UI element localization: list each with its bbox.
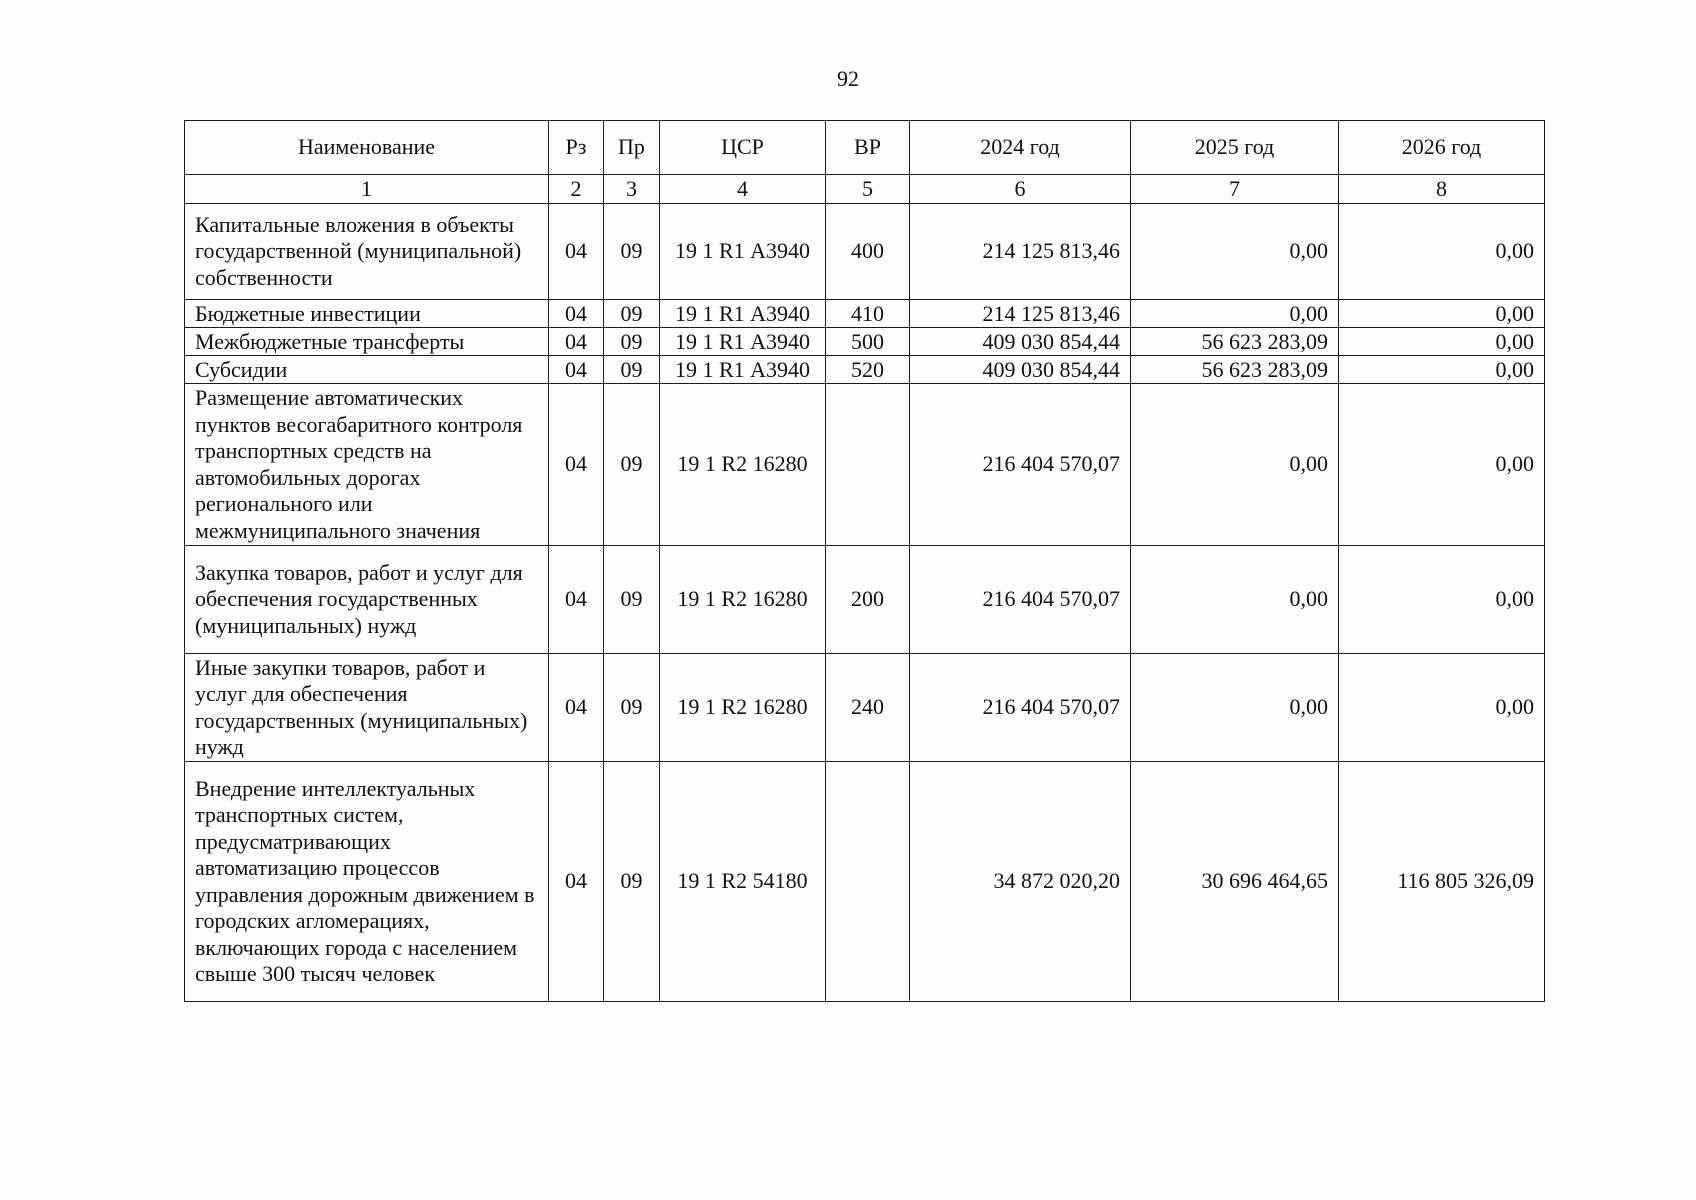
row-name: Иные закупки товаров, работ и услуг для обеспечения государственных (муниципальных) нужд xyxy=(185,654,549,762)
row-2025: 56 623 283,09 xyxy=(1131,328,1339,356)
row-vr: 500 xyxy=(826,328,910,356)
column-number: 1 xyxy=(185,175,549,204)
column-number: 6 xyxy=(910,175,1131,204)
row-rz: 04 xyxy=(549,384,604,546)
row-2025: 0,00 xyxy=(1131,546,1339,654)
row-2024: 216 404 570,07 xyxy=(910,384,1131,546)
row-2026: 116 805 326,09 xyxy=(1339,762,1545,1002)
row-2025: 30 696 464,65 xyxy=(1131,762,1339,1002)
row-2026: 0,00 xyxy=(1339,300,1545,328)
row-2024: 409 030 854,44 xyxy=(910,328,1131,356)
row-rz: 04 xyxy=(549,762,604,1002)
header-csr: ЦСР xyxy=(660,121,826,175)
row-2026: 0,00 xyxy=(1339,328,1545,356)
row-rz: 04 xyxy=(549,546,604,654)
row-vr: 400 xyxy=(826,204,910,300)
table-row xyxy=(185,546,1545,654)
row-pr: 09 xyxy=(604,384,660,546)
table-row xyxy=(185,204,1545,300)
row-rz: 04 xyxy=(549,204,604,300)
header-name: Наименование xyxy=(185,121,549,175)
row-2025: 0,00 xyxy=(1131,204,1339,300)
table-row xyxy=(185,300,1545,328)
row-2025: 56 623 283,09 xyxy=(1131,356,1339,384)
header-2026: 2026 год xyxy=(1339,121,1545,175)
row-pr: 09 xyxy=(604,300,660,328)
row-vr xyxy=(826,384,910,546)
column-number: 7 xyxy=(1131,175,1339,204)
row-2026: 0,00 xyxy=(1339,384,1545,546)
row-csr: 19 1 R2 54180 xyxy=(660,762,826,1002)
row-pr: 09 xyxy=(604,328,660,356)
row-2026: 0,00 xyxy=(1339,204,1545,300)
row-2026: 0,00 xyxy=(1339,356,1545,384)
row-vr xyxy=(826,762,910,1002)
row-name: Капитальные вложения в объекты государственной (муниципальной) собственности xyxy=(185,204,549,300)
table-row xyxy=(185,762,1545,1002)
row-name: Внедрение интеллектуальных транспортных систем, предусматривающих автоматизацию процессов управления дорожным движением в городских агломерациях, включающих города с населением свыше 300 тысяч человек xyxy=(185,762,549,1002)
table-row xyxy=(185,654,1545,762)
row-2024: 214 125 813,46 xyxy=(910,204,1131,300)
row-2024: 216 404 570,07 xyxy=(910,546,1131,654)
row-vr: 520 xyxy=(826,356,910,384)
row-2024: 409 030 854,44 xyxy=(910,356,1131,384)
row-csr: 19 1 R1 А3940 xyxy=(660,204,826,300)
row-rz: 04 xyxy=(549,654,604,762)
header-pr: Пр xyxy=(604,121,660,175)
row-csr: 19 1 R2 16280 xyxy=(660,546,826,654)
row-2024: 34 872 020,20 xyxy=(910,762,1131,1002)
page-number: 92 xyxy=(837,66,859,91)
table-row xyxy=(185,356,1545,384)
row-vr: 410 xyxy=(826,300,910,328)
row-pr: 09 xyxy=(604,546,660,654)
column-number-row xyxy=(185,175,1545,204)
column-number: 5 xyxy=(826,175,910,204)
column-number: 4 xyxy=(660,175,826,204)
row-2026: 0,00 xyxy=(1339,546,1545,654)
row-rz: 04 xyxy=(549,300,604,328)
column-number: 3 xyxy=(604,175,660,204)
table-row xyxy=(185,384,1545,546)
table-row xyxy=(185,328,1545,356)
row-pr: 09 xyxy=(604,356,660,384)
row-csr: 19 1 R2 16280 xyxy=(660,654,826,762)
row-pr: 09 xyxy=(604,762,660,1002)
row-name: Размещение автоматических пунктов весогабаритного контроля транспортных средств на автомобильных дорогах регионального или межмуниципального значения xyxy=(185,384,549,546)
row-name: Межбюджетные трансферты xyxy=(185,328,549,356)
row-2025: 0,00 xyxy=(1131,384,1339,546)
row-vr: 240 xyxy=(826,654,910,762)
row-vr: 200 xyxy=(826,546,910,654)
header-2025: 2025 год xyxy=(1131,121,1339,175)
row-2025: 0,00 xyxy=(1131,654,1339,762)
column-number: 8 xyxy=(1339,175,1545,204)
header-2024: 2024 год xyxy=(910,121,1131,175)
budget-table xyxy=(184,120,1545,1002)
row-csr: 19 1 R1 А3940 xyxy=(660,300,826,328)
row-rz: 04 xyxy=(549,356,604,384)
row-name: Субсидии xyxy=(185,356,549,384)
row-2024: 216 404 570,07 xyxy=(910,654,1131,762)
row-pr: 09 xyxy=(604,654,660,762)
header-rz: Рз xyxy=(549,121,604,175)
row-csr: 19 1 R2 16280 xyxy=(660,384,826,546)
column-number: 2 xyxy=(549,175,604,204)
row-csr: 19 1 R1 А3940 xyxy=(660,328,826,356)
row-2025: 0,00 xyxy=(1131,300,1339,328)
row-2026: 0,00 xyxy=(1339,654,1545,762)
header-row xyxy=(185,121,1545,175)
row-rz: 04 xyxy=(549,328,604,356)
row-csr: 19 1 R1 А3940 xyxy=(660,356,826,384)
row-name: Закупка товаров, работ и услуг для обеспечения государственных (муниципальных) нужд xyxy=(185,546,549,654)
header-vr: ВР xyxy=(826,121,910,175)
row-name: Бюджетные инвестиции xyxy=(185,300,549,328)
row-pr: 09 xyxy=(604,204,660,300)
row-2024: 214 125 813,46 xyxy=(910,300,1131,328)
